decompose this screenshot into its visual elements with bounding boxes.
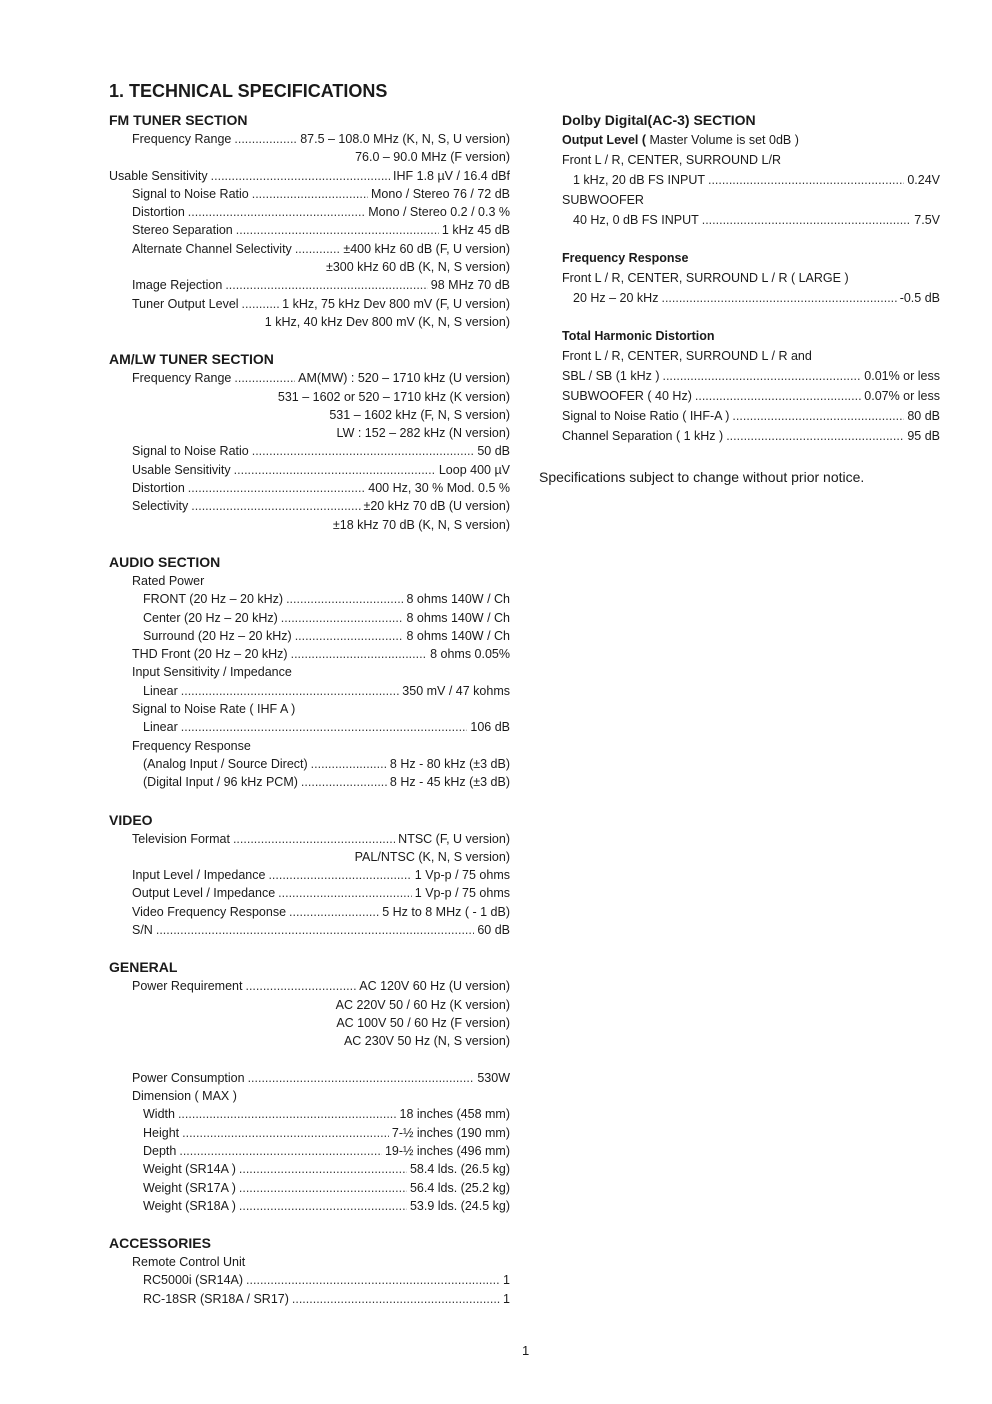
- section-am-lw-tuner-section: [109, 349, 510, 534]
- spec-heading: SUBWOOFER: [562, 193, 644, 207]
- spec-row: [109, 682, 510, 700]
- spec-heading: Front L / R, CENTER, SURROUND L / R and: [562, 349, 812, 363]
- dot-leader: [239, 1197, 407, 1215]
- spec-value: 7-½ inches (190 mm): [391, 1125, 510, 1140]
- spec-label: THD Front (20 Hz – 20 kHz): [132, 647, 288, 662]
- spec-heading: Rated Power: [132, 573, 205, 588]
- section-accessories: [109, 1233, 510, 1308]
- dot-leader: [301, 773, 387, 791]
- page-title: 1. TECHNICAL SPECIFICATIONS: [109, 81, 388, 101]
- spec-row: [562, 210, 940, 230]
- spec-label: Weight (SR17A ): [143, 1180, 236, 1195]
- spec-heading-note: Master Volume is set 0dB ): [646, 133, 799, 147]
- spec-value: 87.5 – 108.0 MHz (K, N, S, U version): [300, 132, 510, 146]
- spec-value-continuation: ±300 kHz 60 dB (K, N, S version): [325, 260, 510, 275]
- spec-value: 400 Hz, 30 % Mod. 0.5 %: [368, 481, 510, 496]
- spec-value: IHF 1.8 µV / 16.4 dBf: [393, 168, 510, 183]
- spec-label: Weight (SR14A ): [143, 1162, 236, 1177]
- section-frequency-response: [562, 248, 940, 308]
- spec-label: Usable Sensitivity: [109, 168, 208, 183]
- spec-value: 1 kHz 45 dB: [441, 223, 510, 238]
- spec-row: [109, 130, 510, 148]
- spec-value: 58.4 lds. (26.5 kg): [409, 1162, 510, 1177]
- spec-row: [109, 1197, 510, 1215]
- dot-leader: [191, 497, 360, 515]
- spec-row: [109, 609, 510, 627]
- dot-leader: [281, 609, 404, 627]
- spec-label: Video Frequency Response: [132, 904, 287, 919]
- dot-leader: [234, 369, 295, 387]
- spec-row: [109, 645, 510, 663]
- dot-leader: [292, 1290, 500, 1308]
- spec-value: 8 Hz - 45 kHz (±3 dB): [389, 775, 510, 790]
- dot-leader: [662, 366, 861, 386]
- left-column: [109, 110, 510, 1326]
- dot-leader: [156, 921, 474, 939]
- spec-label: Distortion: [132, 205, 185, 220]
- spec-row: [562, 288, 940, 308]
- spec-label: Television Format: [132, 831, 230, 846]
- spec-value: 8 ohms 0.05%: [430, 647, 510, 662]
- spec-value: 56.4 lds. (25.2 kg): [409, 1180, 510, 1195]
- section-fm-tuner-section: [109, 110, 510, 331]
- spec-row: [562, 386, 940, 406]
- spec-label: Power Consumption: [132, 1070, 245, 1085]
- section-title: ACCESSORIES: [109, 1235, 211, 1252]
- section-title: AUDIO SECTION: [109, 553, 221, 570]
- spec-value-continuation: AC 220V 50 / 60 Hz (K version): [335, 997, 510, 1012]
- spec-value: 53.9 lds. (24.5 kg): [409, 1198, 510, 1213]
- spec-value-continuation: AC 100V 50 / 60 Hz (F version): [336, 1015, 510, 1030]
- spec-label: 1 kHz, 20 dB FS INPUT: [573, 173, 705, 187]
- spec-row: [109, 185, 510, 203]
- spec-value: 0.07% or less: [864, 389, 940, 403]
- spec-value: 1 kHz, 75 kHz Dev 800 mV (F, U version): [282, 296, 510, 311]
- spec-row: [109, 718, 510, 736]
- spec-value-continuation: 1 kHz, 40 kHz Dev 800 mV (K, N, S version): [264, 314, 510, 329]
- spec-value: 7.5V: [914, 213, 940, 227]
- section-general: [109, 957, 510, 1215]
- spec-row: [109, 1290, 510, 1308]
- spec-row: [109, 442, 510, 460]
- spec-value: 5 Hz to 8 MHz ( - 1 dB): [382, 904, 510, 919]
- dot-leader: [188, 479, 365, 497]
- section-video: [109, 810, 510, 940]
- spec-label: Signal to Noise Ratio ( IHF-A ): [562, 409, 730, 423]
- dot-leader: [233, 830, 395, 848]
- spec-label: 40 Hz, 0 dB FS INPUT: [573, 213, 699, 227]
- spec-value: 106 dB: [470, 720, 510, 735]
- dot-leader: [289, 903, 379, 921]
- spec-value: 8 ohms 140W / Ch: [406, 610, 510, 625]
- spec-label: Alternate Channel Selectivity: [132, 241, 292, 256]
- spec-value: ±400 kHz 60 dB (F, U version): [343, 241, 510, 256]
- spec-heading: [562, 130, 940, 150]
- spec-label: Height: [143, 1125, 180, 1140]
- dot-leader: [239, 1179, 407, 1197]
- section-total-harmonic-distortion: [562, 326, 940, 446]
- spec-value: 0.01% or less: [864, 369, 940, 383]
- specs-notice: Specifications subject to change without prior notice.: [539, 469, 865, 485]
- spec-row: [109, 627, 510, 645]
- dot-leader: [248, 1069, 475, 1087]
- spec-value-continuation: 531 – 1602 kHz (F, N, S version): [329, 407, 510, 422]
- spec-value: 1 Vp-p / 75 ohms: [414, 868, 510, 883]
- dot-leader: [291, 645, 427, 663]
- spec-label: Signal to Noise Ratio: [132, 186, 249, 201]
- dot-leader: [726, 426, 904, 446]
- spec-heading: Signal to Noise Rate ( IHF A ): [132, 702, 296, 717]
- dot-leader: [732, 406, 904, 426]
- dot-leader: [225, 276, 427, 294]
- spec-row: [562, 170, 940, 190]
- spec-row: [562, 406, 940, 426]
- spec-value-continuation: LW : 152 – 282 kHz (N version): [336, 426, 510, 441]
- spec-heading: Front L / R, CENTER, SURROUND L / R ( LARGE ): [562, 271, 849, 285]
- spec-row: [109, 1105, 510, 1123]
- spec-heading: Frequency Response: [132, 738, 251, 753]
- dot-leader: [246, 1271, 500, 1289]
- section-audio-section: [109, 552, 510, 792]
- spec-value: -0.5 dB: [899, 291, 940, 305]
- dot-leader: [182, 1124, 389, 1142]
- spec-row: [109, 884, 510, 902]
- dot-leader: [295, 627, 404, 645]
- spec-value: 98 MHz 70 dB: [430, 278, 510, 293]
- spec-label: SUBWOOFER ( 40 Hz): [562, 389, 692, 403]
- spec-row: [109, 1179, 510, 1197]
- spec-row: [109, 773, 510, 791]
- spec-row: [109, 590, 510, 608]
- section-title: VIDEO: [109, 811, 153, 828]
- dot-leader: [179, 1142, 382, 1160]
- spec-label: (Analog Input / Source Direct): [143, 756, 308, 771]
- spec-label: Linear: [143, 720, 178, 735]
- dot-leader: [708, 170, 904, 190]
- spec-label: Power Requirement: [132, 979, 243, 994]
- spec-row: [109, 461, 510, 479]
- spec-value-continuation: AC 230V 50 Hz (N, S version): [343, 1034, 510, 1049]
- spacer: [109, 1050, 510, 1068]
- dot-leader: [181, 682, 400, 700]
- spec-value-continuation: PAL/NTSC (K, N, S version): [354, 849, 510, 864]
- spec-label: SBL / SB (1 kHz ): [562, 369, 660, 383]
- spec-label: 20 Hz – 20 kHz: [573, 291, 659, 305]
- spec-heading-bold: Output Level (: [562, 133, 647, 147]
- spec-row: [109, 755, 510, 773]
- spec-row: [109, 830, 510, 848]
- dot-leader: [695, 386, 861, 406]
- spec-label: Stereo Separation: [132, 223, 233, 238]
- spec-label: Depth: [143, 1143, 177, 1158]
- spec-value: ±20 kHz 70 dB (U version): [363, 499, 510, 514]
- spec-value: 8 Hz - 80 kHz (±3 dB): [389, 756, 510, 771]
- spec-label: Width: [143, 1107, 175, 1122]
- dot-leader: [239, 1160, 407, 1178]
- spec-row: [109, 221, 510, 239]
- spec-label: Tuner Output Level: [132, 296, 239, 311]
- spec-row: [109, 1142, 510, 1160]
- dot-leader: [181, 718, 468, 736]
- spec-label: Center (20 Hz – 20 kHz): [143, 610, 278, 625]
- spec-row: [562, 426, 940, 446]
- spec-row: [109, 203, 510, 221]
- spec-value: 350 mV / 47 kohms: [402, 683, 510, 698]
- spec-value: Mono / Stereo 0.2 / 0.3 %: [368, 205, 510, 220]
- spec-value-continuation: ±18 kHz 70 dB (K, N, S version): [332, 517, 510, 532]
- page-number: 1: [522, 1343, 530, 1358]
- spec-value: 18 inches (458 mm): [399, 1107, 510, 1122]
- spec-row: [562, 366, 940, 386]
- dot-leader: [242, 295, 280, 313]
- spec-label: Distortion: [132, 481, 185, 496]
- dot-leader: [268, 866, 411, 884]
- dot-leader: [311, 755, 387, 773]
- spec-label: Frequency Range: [132, 132, 232, 146]
- spec-row: [109, 866, 510, 884]
- spec-label: Output Level / Impedance: [132, 886, 276, 901]
- spec-value: 1: [503, 1273, 510, 1288]
- spec-heading: Dimension ( MAX ): [132, 1089, 237, 1104]
- dot-leader: [252, 442, 475, 460]
- spec-row: [109, 369, 510, 387]
- spec-value: 50 dB: [477, 444, 510, 459]
- right-column: [562, 110, 940, 464]
- dot-leader: [286, 590, 403, 608]
- spec-value: 1: [503, 1291, 510, 1306]
- spec-value: 1 Vp-p / 75 ohms: [414, 886, 510, 901]
- spec-value: 80 dB: [907, 409, 940, 423]
- spec-value: 95 dB: [907, 429, 940, 443]
- spec-value: 0.24V: [907, 173, 940, 187]
- spec-row: [109, 977, 510, 995]
- dot-leader: [234, 461, 436, 479]
- dot-leader: [702, 210, 912, 230]
- spec-row: [109, 1160, 510, 1178]
- spec-row: [109, 295, 510, 313]
- section-title: Frequency Response: [562, 251, 689, 265]
- spec-row: [109, 497, 510, 515]
- spec-row: [109, 1069, 510, 1087]
- dot-leader: [178, 1105, 397, 1123]
- dot-leader: [295, 240, 341, 258]
- spec-value-continuation: 76.0 – 90.0 MHz (F version): [355, 150, 510, 165]
- spec-heading: Input Sensitivity / Impedance: [132, 665, 292, 680]
- spec-value: NTSC (F, U version): [398, 831, 510, 846]
- spec-label: Linear: [143, 683, 178, 698]
- spec-row: [109, 167, 510, 185]
- spec-row: [109, 903, 510, 921]
- spec-label: (Digital Input / 96 kHz PCM): [143, 775, 298, 790]
- spec-value: 8 ohms 140W / Ch: [406, 592, 510, 607]
- spec-value: 19-½ inches (496 mm): [384, 1143, 510, 1158]
- spec-label: Signal to Noise Ratio: [132, 444, 249, 459]
- spec-heading: Remote Control Unit: [132, 1255, 246, 1270]
- section-title: FM TUNER SECTION: [109, 112, 248, 128]
- spec-row: [109, 921, 510, 939]
- dot-leader: [278, 884, 412, 902]
- spec-row: [109, 1271, 510, 1289]
- section-title: Dolby Digital(AC-3) SECTION: [562, 112, 756, 128]
- spec-label: Usable Sensitivity: [132, 462, 231, 477]
- spec-value: 530W: [477, 1070, 510, 1085]
- spec-row: [109, 240, 510, 258]
- dot-leader: [252, 185, 368, 203]
- spec-value: Loop 400 µV: [438, 462, 510, 477]
- dot-leader: [245, 977, 356, 995]
- dot-leader: [236, 221, 439, 239]
- spec-value: 8 ohms 140W / Ch: [406, 628, 510, 643]
- dot-leader: [211, 167, 390, 185]
- spec-row: [109, 1124, 510, 1142]
- spec-label: S/N: [132, 922, 153, 937]
- spec-label: Selectivity: [132, 499, 189, 514]
- spec-row: [109, 479, 510, 497]
- section-title: GENERAL: [109, 959, 178, 976]
- spec-label: Image Rejection: [132, 278, 223, 293]
- spec-label: Frequency Range: [132, 371, 232, 386]
- section-title: AM/LW TUNER SECTION: [109, 351, 274, 368]
- spec-heading: Front L / R, CENTER, SURROUND L/R: [562, 153, 782, 167]
- section-title: Total Harmonic Distortion: [562, 329, 715, 343]
- spec-label: FRONT (20 Hz – 20 kHz): [143, 592, 284, 607]
- spec-label: Input Level / Impedance: [132, 868, 266, 883]
- spec-value: 60 dB: [477, 922, 510, 937]
- spec-label: Channel Separation ( 1 kHz ): [562, 429, 724, 443]
- section-dolby-digital-ac-3-section: [562, 110, 940, 230]
- spec-value: Mono / Stereo 76 / 72 dB: [371, 186, 510, 201]
- dot-leader: [234, 130, 297, 148]
- spec-row: [109, 276, 510, 294]
- spec-label: Surround (20 Hz – 20 kHz): [143, 628, 292, 643]
- spec-value: AM(MW) : 520 – 1710 kHz (U version): [298, 371, 510, 386]
- dot-leader: [661, 288, 896, 308]
- dot-leader: [188, 203, 365, 221]
- spec-label: Weight (SR18A ): [143, 1198, 236, 1213]
- spec-value-continuation: 531 – 1602 or 520 – 1710 kHz (K version): [277, 389, 510, 404]
- spec-label: RC-18SR (SR18A / SR17): [143, 1291, 289, 1306]
- spec-value: AC 120V 60 Hz (U version): [359, 979, 510, 994]
- spec-label: RC5000i (SR14A): [143, 1273, 244, 1288]
